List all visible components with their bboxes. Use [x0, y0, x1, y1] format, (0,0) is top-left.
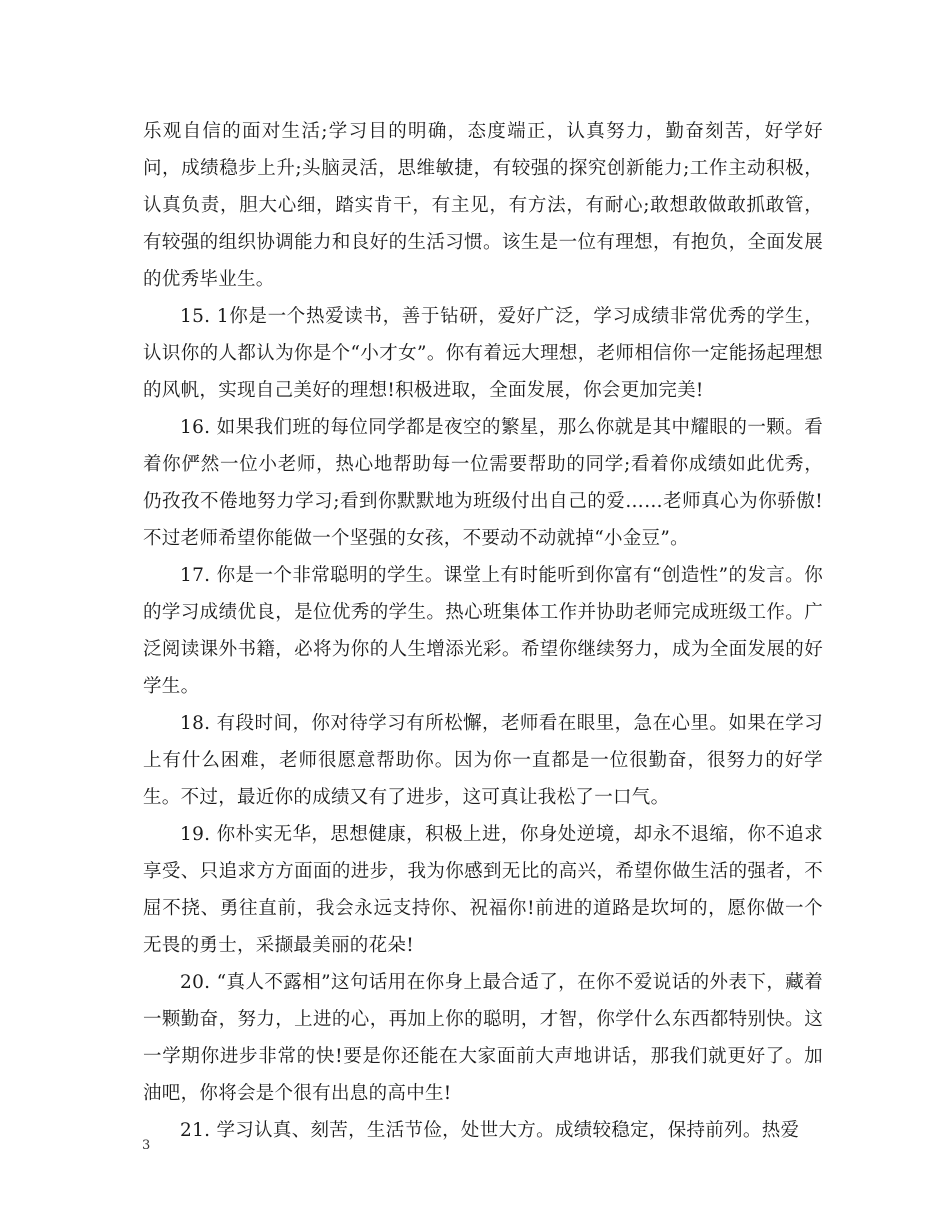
paragraph-item-19: 19. 你朴实无华，思想健康，积极上进，你身处逆境，却永不退缩，你不追求享受、只追求方方面面的进步，我为你感到无比的高兴，希望你做生活的强者，不屈不挠、勇往直前，我会永远支持你、祝福你!前进的道路是坎坷的，愿你做一个无畏的勇士，采撷最美丽的花朵! — [143, 824, 823, 956]
paragraph-item-20: 20. “真人不露相”这句话用在你身上最合适了，在你不爱说话的外表下，藏着一颗勤奋，努力，上进的心，再加上你的聪明，才智，你学什么东西都特别快。这一学期你进步非常的快!要是你还能在大家面前大声地讲话，那我们就更好了。加油吧，你将会是个很有出息的高中生! — [143, 972, 823, 1104]
paragraph-item-18: 18. 有段时间，你对待学习有所松懈，老师看在眼里，急在心里。如果在学习上有什么困难，老师很愿意帮助你。因为你一直都是一位很勤奋，很努力的好学生。不过，最近你的成绩又有了进步，这可真让我松了一口气。 — [143, 713, 823, 808]
page-number: 3 — [142, 1138, 151, 1153]
paragraph-continuation: 乐观自信的面对生活;学习目的明确，态度端正，认真努力，勤奋刻苦，好学好问，成绩稳步上升;头脑灵活，思维敏捷，有较强的探究创新能力;工作主动积极，认真负责，胆大心细，踏实肯干，有主见，有方法，有耐心;敢想敢做敢抓敢管，有较强的组织协调能力和良好的生活习惯。该生是一位有理想，有抱负，全面发展的优秀毕业生。 — [143, 121, 823, 290]
paragraph-item-16: 16. 如果我们班的每位同学都是夜空的繁星，那么你就是其中耀眼的一颗。看着你俨然一位小老师，热心地帮助每一位需要帮助的同学;看着你成绩如此优秀，仍孜孜不倦地努力学习;看到你默默地为班级付出自己的爱……老师真心为你骄傲!不过老师希望你能做一个坚强的女孩，不要动不动就掉“小金豆”。 — [143, 417, 823, 549]
paragraph-item-15: 15. 1你是一个热爱读书，善于钻研，爱好广泛，学习成绩非常优秀的学生，认识你的人都认为你是个“小才女”。你有着远大理想，老师相信你一定能扬起理想的风帆，实现自己美好的理想!积极进取，全面发展，你会更加完美! — [143, 306, 823, 401]
paragraph-item-17: 17. 你是一个非常聪明的学生。课堂上有时能听到你富有“创造性”的发言。你的学习成绩优良，是位优秀的学生。热心班集体工作并协助老师完成班级工作。广泛阅读课外书籍，必将为你的人生增添光彩。希望你继续努力，成为全面发展的好学生。 — [143, 565, 823, 697]
paragraph-item-21: 21. 学习认真、刻苦，生活节俭，处世大方。成绩较稳定，保持前列。热爱 — [180, 1120, 800, 1141]
document-body — [143, 113, 823, 1149]
